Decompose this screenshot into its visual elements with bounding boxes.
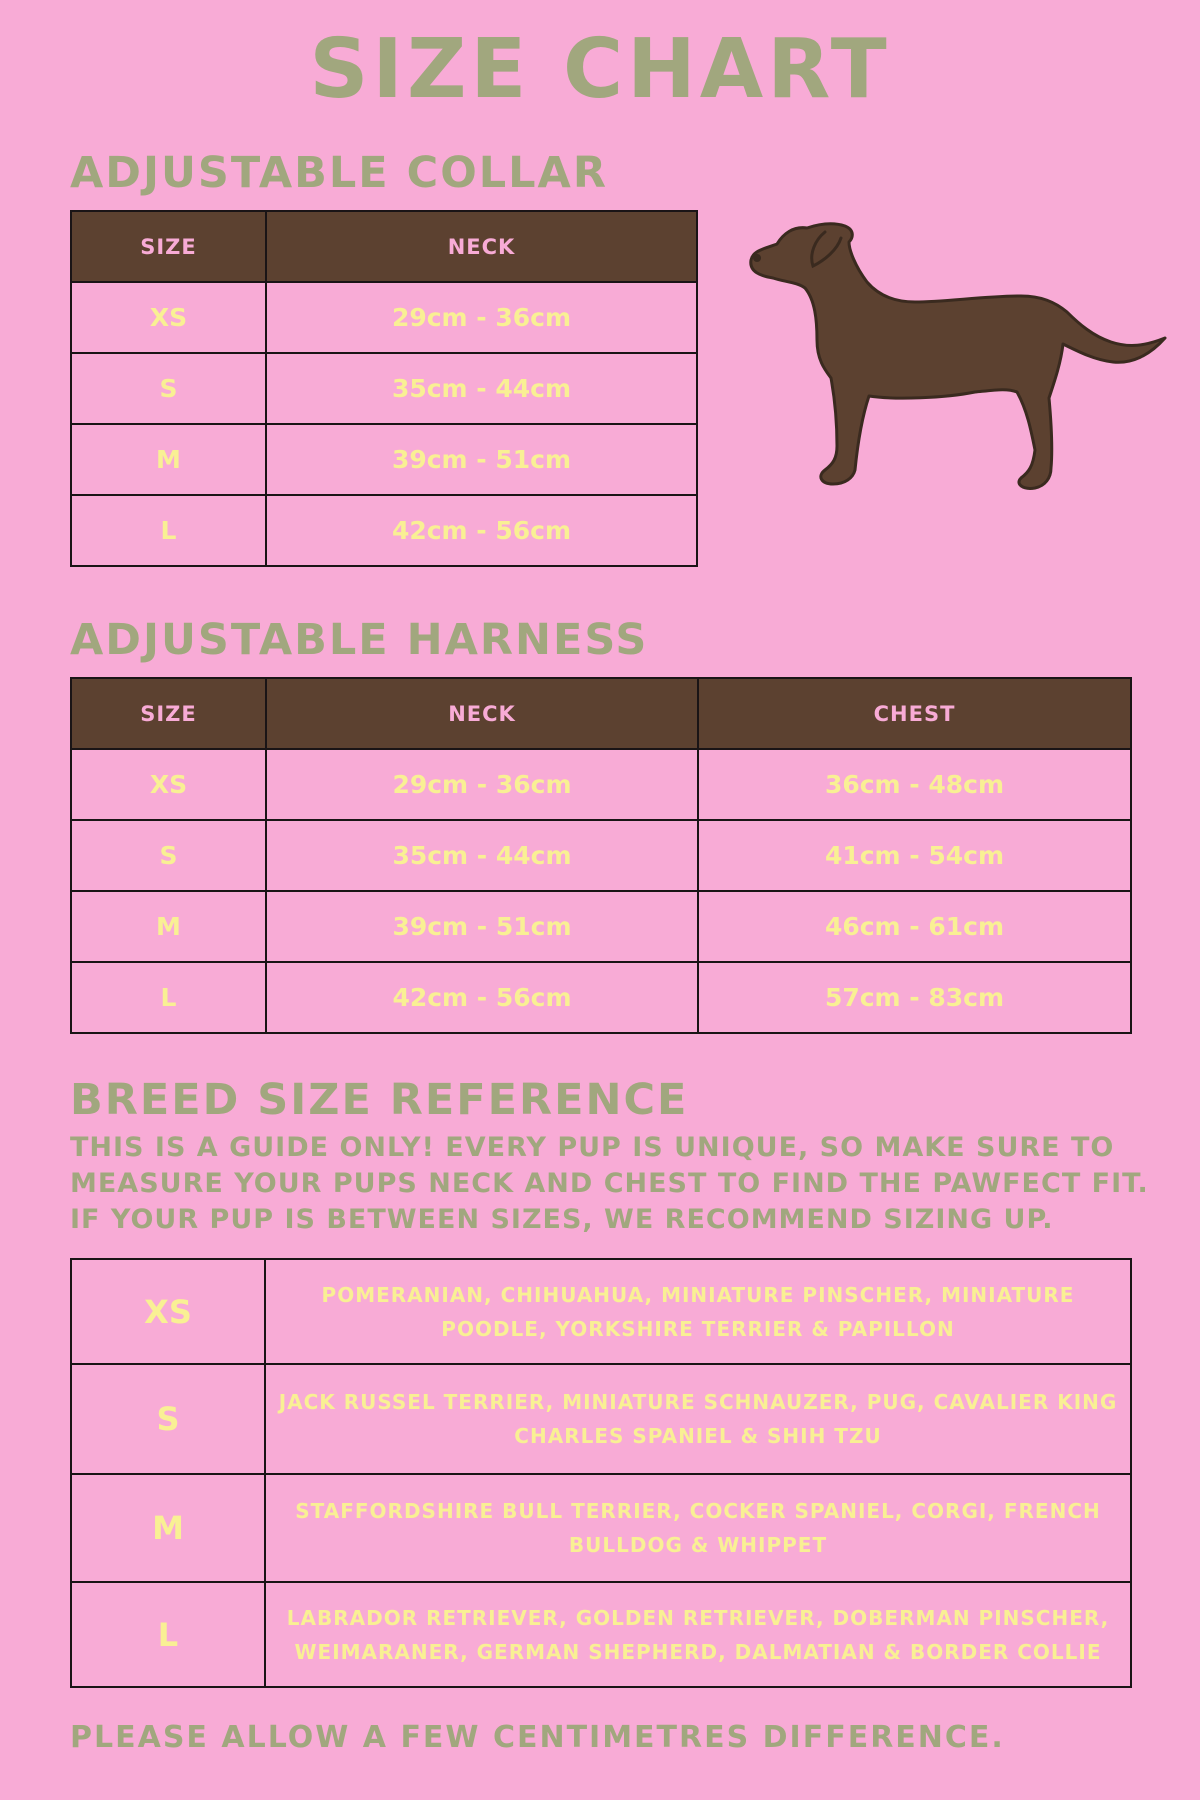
neck-cell: 42cm - 56cm bbox=[266, 495, 697, 566]
table-row bbox=[71, 353, 697, 424]
guide-note-line: THIS IS A GUIDE ONLY! EVERY PUP IS UNIQUE, SO MAKE SURE TO bbox=[70, 1132, 1115, 1163]
table-row bbox=[71, 891, 1131, 962]
breed-heading: BREED SIZE REFERENCE bbox=[70, 1075, 689, 1125]
collar-heading: ADJUSTABLE COLLAR bbox=[70, 148, 608, 198]
size-cell: M bbox=[71, 424, 266, 495]
size-cell: S bbox=[71, 1364, 265, 1474]
table-row bbox=[71, 820, 1131, 891]
table-row bbox=[71, 1474, 1131, 1582]
table-row bbox=[71, 962, 1131, 1033]
chest-cell: 46cm - 61cm bbox=[698, 891, 1131, 962]
neck-cell: 35cm - 44cm bbox=[266, 820, 698, 891]
breeds-cell: LABRADOR RETRIEVER, GOLDEN RETRIEVER, DOBERMAN PINSCHER, WEIMARANER, GERMAN SHEPHERD, DALMATIAN & BORDER COLLIE bbox=[265, 1582, 1131, 1687]
table-row bbox=[71, 424, 697, 495]
size-cell: XS bbox=[71, 282, 266, 353]
table-row bbox=[71, 749, 1131, 820]
guide-note bbox=[70, 1130, 1150, 1238]
neck-cell: 39cm - 51cm bbox=[266, 891, 698, 962]
breeds-cell: JACK RUSSEL TERRIER, MINIATURE SCHNAUZER, PUG, CAVALIER KING CHARLES SPANIEL & SHIH TZU bbox=[265, 1364, 1131, 1474]
breeds-cell: POMERANIAN, CHIHUAHUA, MINIATURE PINSCHER, MINIATURE POODLE, YORKSHIRE TERRIER & PAPILLON bbox=[265, 1259, 1131, 1364]
column-header-neck: NECK bbox=[266, 678, 698, 749]
guide-note-line: MEASURE YOUR PUPS NECK AND CHEST TO FIND THE PAWFECT FIT. bbox=[70, 1168, 1149, 1199]
size-cell: XS bbox=[71, 1259, 265, 1364]
neck-cell: 39cm - 51cm bbox=[266, 424, 697, 495]
column-header-chest: CHEST bbox=[698, 678, 1131, 749]
chest-cell: 57cm - 83cm bbox=[698, 962, 1131, 1033]
size-cell: L bbox=[71, 1582, 265, 1687]
chest-cell: 41cm - 54cm bbox=[698, 820, 1131, 891]
table-row bbox=[71, 282, 697, 353]
collar-header-row bbox=[71, 211, 697, 282]
footer-note: PLEASE ALLOW A FEW CENTIMETRES DIFFERENCE. bbox=[70, 1720, 1005, 1755]
size-cell: M bbox=[71, 1474, 265, 1582]
neck-cell: 42cm - 56cm bbox=[266, 962, 698, 1033]
dog-silhouette-icon bbox=[745, 220, 1170, 520]
neck-cell: 29cm - 36cm bbox=[266, 749, 698, 820]
neck-cell: 35cm - 44cm bbox=[266, 353, 697, 424]
chest-cell: 36cm - 48cm bbox=[698, 749, 1131, 820]
harness-header-row bbox=[71, 678, 1131, 749]
table-row bbox=[71, 495, 697, 566]
harness-table bbox=[70, 677, 1132, 1034]
collar-table bbox=[70, 210, 698, 567]
breed-table bbox=[70, 1258, 1132, 1688]
size-cell: S bbox=[71, 820, 266, 891]
table-row bbox=[71, 1582, 1131, 1687]
size-cell: L bbox=[71, 962, 266, 1033]
column-header-neck: NECK bbox=[266, 211, 697, 282]
size-cell: XS bbox=[71, 749, 266, 820]
table-row bbox=[71, 1364, 1131, 1474]
page-title: SIZE CHART bbox=[309, 22, 891, 117]
neck-cell: 29cm - 36cm bbox=[266, 282, 697, 353]
column-header-size: SIZE bbox=[71, 211, 266, 282]
size-cell: L bbox=[71, 495, 266, 566]
guide-note-line: IF YOUR PUP IS BETWEEN SIZES, WE RECOMMEND SIZING UP. bbox=[70, 1204, 1054, 1235]
harness-heading: ADJUSTABLE HARNESS bbox=[70, 615, 649, 665]
table-row bbox=[71, 1259, 1131, 1364]
size-cell: S bbox=[71, 353, 266, 424]
size-cell: M bbox=[71, 891, 266, 962]
breeds-cell: STAFFORDSHIRE BULL TERRIER, COCKER SPANIEL, CORGI, FRENCH BULLDOG & WHIPPET bbox=[265, 1474, 1131, 1582]
column-header-size: SIZE bbox=[71, 678, 266, 749]
